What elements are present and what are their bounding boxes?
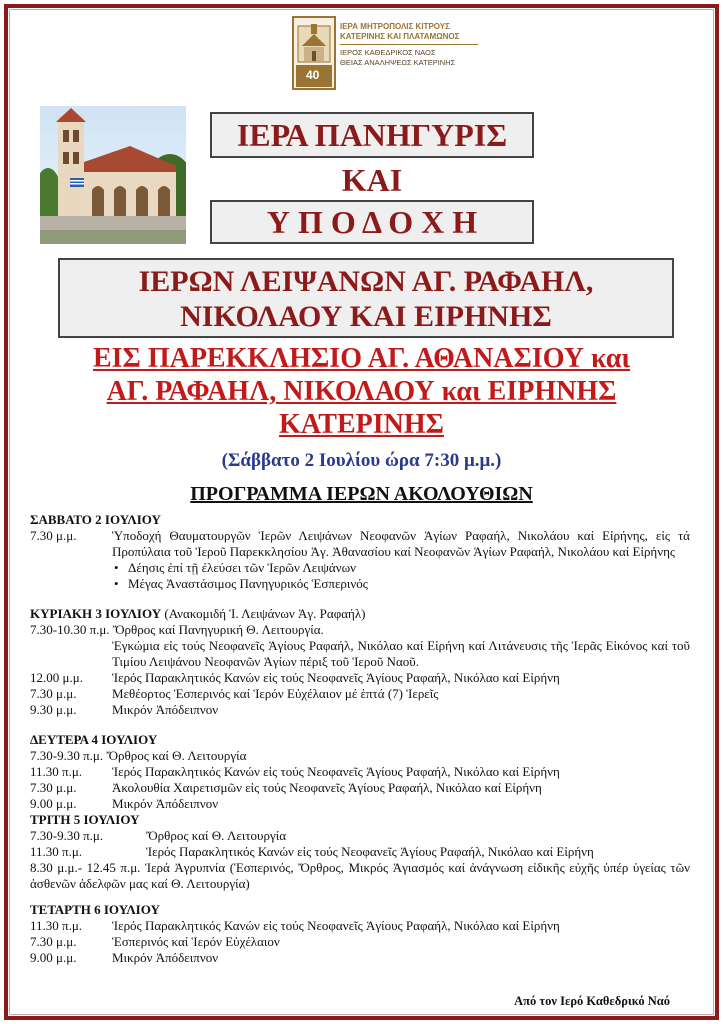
row-time: 7.30 μ.μ. — [30, 528, 77, 543]
row-text: Ἀκολουθία Χαιρετισμῶν εἰς τούς Νεοφανεῖς Ἁγίους Ραφαήλ, Νικόλαο καί Εἰρήνη — [112, 780, 542, 795]
day-heading: ΣΑΒΒΑΤΟ 2 ΙΟΥΛΙΟΥ — [30, 512, 161, 527]
schedule-row — [30, 528, 690, 560]
row-text: Ἱερός Παρακλητικός Κανών εἰς τούς Νεοφανεῖς Ἁγίους Ραφαήλ, Νικόλαο καί Εἰρήνη — [112, 764, 560, 779]
logo-line-1: ΙΕΡΑ ΜΗΤΡΟΠΟΛΙΣ ΚΙΤΡΟΥΣ — [340, 22, 450, 31]
anniversary-badge: 40 — [306, 68, 320, 82]
row-text: Ἑσπερινός καί Ἱερόν Εὐχέλαιον — [112, 934, 280, 949]
row-text: Μικρόν Ἀπόδειπνον — [112, 796, 219, 811]
schedule-row — [30, 638, 690, 670]
metropolis-logo — [292, 16, 482, 92]
footer-signature: Από τον Ιερό Καθεδρικό Ναό — [514, 994, 670, 1008]
title-relics — [58, 258, 674, 338]
schedule-row — [30, 670, 690, 686]
bullet-item: • Μέγας Ἀναστάσιμος Πανηγυρικός Ἑσπερινός — [112, 576, 690, 592]
schedule — [30, 512, 690, 966]
schedule-row — [30, 764, 690, 780]
title-place-line-3: ΚΑΤΕΡΙΝΗΣ — [279, 409, 444, 440]
row-time: 12.00 μ.μ. — [30, 670, 83, 685]
day-note: (Ανακομιδή Ἱ. Λειψάνων Ἁγ. Ραφαήλ) — [164, 606, 366, 621]
row-time — [30, 638, 112, 670]
row-time: 9.30 μ.μ. — [30, 702, 77, 717]
schedule-row — [30, 828, 690, 844]
bullet-list — [112, 560, 690, 592]
title-relics-line-2: ΝΙΚΟΛΑΟΥ ΚΑΙ ΕΙΡΗΝΗΣ — [180, 300, 552, 333]
row-text: Μεθέορτος Ἑσπερινός καί Ἱερόν Εὐχέλαιον μέ ἑπτά (7) Ἱερεῖς — [112, 686, 439, 701]
schedule-row — [30, 686, 690, 702]
title-place — [20, 342, 703, 441]
row-text: Ἱερός Παρακλητικός Κανών εἰς τούς Νεοφανεῖς Ἁγίους Ραφαήλ, Νικόλαο καί Εἰρήνη — [146, 844, 594, 859]
row-time: 7.30 μ.μ. — [30, 934, 77, 949]
logo-line-3: ΙΕΡΟΣ ΚΑΘΕΔΡΙΚΟΣ ΝΑΟΣ — [340, 48, 436, 57]
row-text: Μικρόν Ἀπόδειπνον — [112, 702, 219, 717]
row-time: 7.30-9.30 π.μ. — [30, 748, 104, 763]
bullet-item: • Δέησις ἐπί τῇ ἐλεύσει τῶν Ἱερῶν Λειψάνων — [112, 560, 690, 576]
row-time: 7.30-10.30 π.μ. — [30, 622, 110, 637]
logo-line-4: ΘΕΙΑΣ ΑΝΑΛΗΨΕΩΣ ΚΑΤΕΡΙΝΗΣ — [340, 58, 456, 67]
day-heading: ΤΡΙΤΗ 5 ΙΟΥΛΙΟΥ — [30, 812, 140, 827]
row-time: 11.30 π.μ. — [30, 918, 83, 933]
row-time: 9.00 μ.μ. — [30, 796, 77, 811]
row-time: 7.30 μ.μ. — [30, 780, 77, 795]
schedule-row — [30, 934, 690, 950]
schedule-row — [30, 844, 690, 860]
row-time: 7.30-9.30 π.μ. — [30, 828, 104, 843]
row-time: 9.00 μ.μ. — [30, 950, 77, 965]
row-time: 11.30 π.μ. — [30, 764, 83, 779]
schedule-row — [30, 918, 690, 934]
schedule-row — [30, 796, 690, 812]
title-and: ΚΑΙ — [341, 162, 403, 198]
day-heading: ΤΕΤΑΡΤΗ 6 ΙΟΥΛΙΟΥ — [30, 902, 160, 917]
event-date: (Σάββατο 2 Ιουλίου ώρα 7:30 μ.μ.) — [221, 450, 502, 471]
row-text: Ἱερός Παρακλητικός Κανών εἰς τούς Νεοφανεῖς Ἁγίους Ραφαήλ, Νικόλαο καί Εἰρήνη — [112, 670, 560, 685]
row-time: 11.30 π.μ. — [30, 844, 83, 859]
row-text: Μικρόν Ἀπόδειπνον — [112, 950, 219, 965]
row-text: Ὑποδοχή Θαυματουργῶν Ἱερῶν Λειψάνων Νεοφανῶν Ἁγίων Ραφαήλ, Νικολάου καί Εἰρήνης, εἰς τά Προπύλαια τοῦ Ἱεροῦ Παρεκκλησίου Ἁγ. Ἀθανασίου καί Νεοφανῶν Ἁγίων Ραφαήλ, Νικολάου καί Εἰρήνης — [112, 528, 690, 559]
row-text: Ὄρθρος καί Πανηγυρική Θ. Λειτουργία. — [112, 622, 324, 637]
logo-line-2: ΚΑΤΕΡΙΝΗΣ ΚΑΙ ΠΛΑΤΑΜΩΝΟΣ — [340, 32, 460, 41]
logo-divider — [340, 44, 478, 45]
church-photo — [40, 106, 186, 244]
day-heading: ΚΥΡΙΑΚΗ 3 ΙΟΥΛΙΟΥ (Ανακομιδή Ἱ. Λειψάνων Ἁγ. Ραφαήλ) — [30, 606, 366, 621]
row-text: Ὄρθρος καί Θ. Λειτουργία — [146, 828, 287, 843]
schedule-row — [30, 860, 690, 892]
row-text: Ἱερός Παρακλητικός Κανών εἰς τούς Νεοφανεῖς Ἁγίους Ραφαήλ, Νικόλαο καί Εἰρήνη — [112, 918, 560, 933]
program-heading: ΠΡΟΓΡΑΜΜΑ ΙΕΡΩΝ ΑΚΟΛΟΥΘΙΩΝ — [190, 483, 533, 505]
title-feast: ΙΕΡΑ ΠΑΝΗΓΥΡΙΣ — [210, 112, 534, 158]
schedule-row — [30, 622, 690, 638]
row-time: 7.30 μ.μ. — [30, 686, 77, 701]
schedule-row — [30, 950, 690, 966]
schedule-row — [30, 780, 690, 796]
title-place-line-1: ΕΙΣ ΠΑΡΕΚΚΛΗΣΙΟ ΑΓ. ΑΘΑΝΑΣΙΟΥ και — [92, 343, 631, 374]
row-time: 8.30 μ.μ.- 12.45 π.μ. — [30, 860, 141, 875]
title-relics-line-1: ΙΕΡΩΝ ΛΕΙΨΑΝΩΝ ΑΓ. ΡΑΦΑΗΛ, — [138, 265, 594, 298]
row-text: Ἐγκώμια εἰς τούς Νεοφανεῖς Ἁγίους Ραφαήλ, Νικόλαο καί Εἰρήνη καί Λιτάνευσις τῆς Ἱερᾶς Εἰκόνος καί τοῦ Τιμίου Λειψάνου Νεοφανῶν Ἁγίων πέριξ τοῦ Ἱεροῦ Ναοῦ. — [112, 638, 690, 669]
title-place-line-2: ΑΓ. ΡΑΦΑΗΛ, ΝΙΚΟΛΑΟΥ και ΕΙΡΗΝΗΣ — [106, 376, 617, 407]
schedule-row — [30, 560, 690, 592]
row-text: Ἱερά Ἀγρυπνία (Ἑσπερινός, Ὄρθρος, Μικρός Ἁγιασμός καί ἀνάγνωση εἰδικῆς εὐχῆς ὑπέρ ὑγείας τῶν ἀσθενῶν ἀδελφῶν μας καί Θ. Λειτουργία) — [30, 860, 690, 891]
title-reception: Υ Π Ο Δ Ο Χ Η — [210, 200, 534, 244]
schedule-row — [30, 702, 690, 718]
schedule-row — [30, 748, 690, 764]
day-heading: ΔΕΥΤΕΡΑ 4 ΙΟΥΛΙΟΥ — [30, 732, 158, 747]
row-text: Ὄρθρος καί Θ. Λειτουργία — [106, 748, 247, 763]
